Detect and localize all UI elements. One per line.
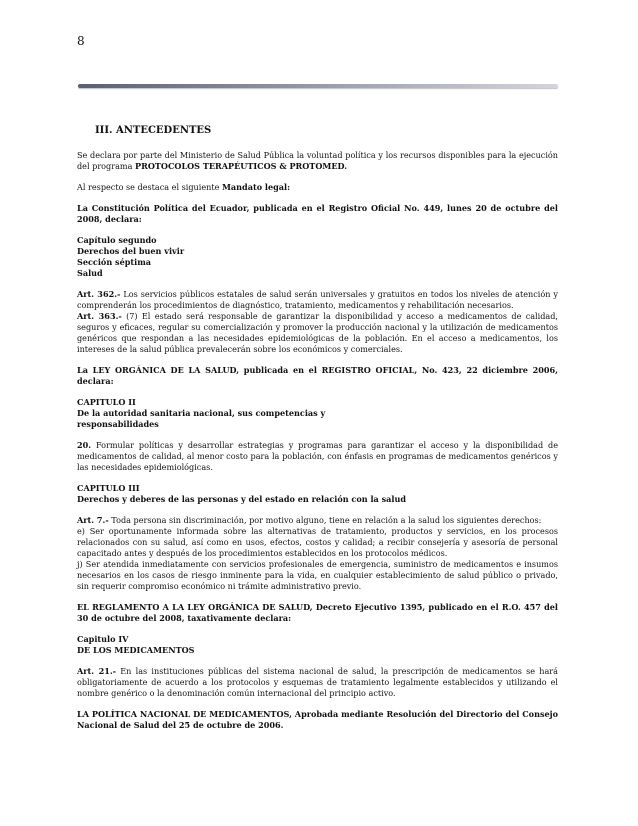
- politica-title: LA POLÍTICA NACIONAL DE MEDICAMENTOS: [77, 709, 290, 719]
- section-heading: III. ANTECEDENTES: [95, 125, 212, 136]
- chapter-3-block: [77, 483, 558, 505]
- item-label: 20.: [77, 440, 92, 450]
- article-362: [77, 289, 558, 311]
- chapter-line: responsabilidades: [77, 419, 159, 429]
- program-name: PROTOCOLOS TERAPÉUTICOS & PROTOMED.: [135, 161, 348, 171]
- article-7-j: j) Ser atendida inmediatamente con servicios profesionales de emergencia, suministro de medicamentos e insumos necesarios en los casos de riesgo inminente para la vida, en cualquier establecimiento de salud público o privado, sin requerir compromiso económico ni trámite administrativo previo.: [77, 559, 558, 591]
- chapter-line: Derechos y deberes de las personas y del estado en relación con la salud: [77, 494, 407, 504]
- chapter-line: Capitulo IV: [77, 634, 129, 644]
- article-text: Toda persona sin discriminación, por motivo alguno, tiene en relación a la salud los siguientes derechos:: [108, 515, 542, 525]
- chapter-line: Salud: [77, 268, 103, 278]
- item-text: Formular políticas y desarrollar estrategias y programas para garantizar el acceso y la disponibilidad de medicamentos de calidad, al menor costo para la población, con énfasis en programas de medicamentos genéricos y las necesidades epidemiológicas.: [77, 440, 558, 472]
- chapter-line: Sección séptima: [77, 257, 152, 267]
- article-text: En las instituciones públicas del sistema nacional de salud, la prescripción de medicamentos se hará obligatoriamente de acuerdo a los protocolos y esquemas de tratamiento legalmente establecidos y utilizando el nombre genérico o la denominación común internacional del principio activo.: [77, 666, 559, 698]
- article-7: [77, 515, 558, 526]
- intro-paragraph: [77, 150, 558, 172]
- chapter-block: [77, 235, 558, 279]
- politica-paragraph: [77, 709, 558, 731]
- mandate-label: Mandato legal:: [221, 182, 291, 192]
- article-363: [77, 311, 558, 355]
- politica-text: , Aprobada mediante Resolución del Directorio del Consejo Nacional de Salud del 25 de octubre de 2006.: [77, 709, 558, 730]
- constitution-title: La Constitución Política del Ecuador, publicada en el Registro Oficial No. 449, lunes 20 de octubre del 2008, declara:: [77, 203, 558, 224]
- document-body: [77, 125, 558, 731]
- article-label: Art. 7.-: [77, 515, 109, 525]
- chapter-line: Derechos del buen vivir: [77, 246, 185, 256]
- article-21: [77, 666, 558, 699]
- article-label: Art. 362.-: [77, 289, 121, 299]
- article-7-e: e) Ser oportunamente informada sobre las alternativas de tratamiento, productos y servicios, en los procesos relacionados con su salud, así como en usos, efectos, costos y calidad; a recibir consejería y asesoría de personal capacitado antes y después de los procedimientos establecidos en los protocolos médicos.: [77, 526, 558, 558]
- chapter-4-block: [77, 634, 558, 656]
- item-20: [77, 440, 558, 473]
- chapter-line: Capítulo segundo: [77, 235, 157, 245]
- mandate-paragraph: [77, 182, 558, 193]
- reglamento-title: EL REGLAMENTO A LA LEY ORGÁNICA DE SALUD, Decreto Ejecutivo 1395, publicado en el R.O. 457 del 30 de octubre del 2008, taxativamente declara:: [77, 602, 558, 623]
- chapter-line: DE LOS MEDICAMENTOS: [77, 645, 195, 655]
- header-rule: [78, 84, 558, 88]
- ley-title: La LEY ORGÁNICA DE LA SALUD, publicada en el REGISTRO OFICIAL, No. 423, 22 diciembre 2006, declara:: [77, 365, 558, 386]
- mandate-text: Al respecto se destaca el siguiente: [77, 182, 222, 192]
- page-number: 8: [77, 34, 85, 48]
- article-label: Art. 21.-: [77, 666, 117, 676]
- chapter-line: De la autoridad sanitaria nacional, sus competencias y: [77, 408, 326, 418]
- chapter-line: CAPITULO II: [77, 397, 136, 407]
- intro-text: Se declara por parte del Ministerio de Salud Pública la voluntad política y los recursos disponibles para la ejecución del programa: [77, 150, 558, 171]
- chapter-line: CAPITULO III: [77, 483, 140, 493]
- article-label: Art. 363.-: [77, 311, 122, 321]
- chapter-2-block: [77, 397, 558, 430]
- article-text: Los servicios públicos estatales de salud serán universales y gratuitos en todos los niveles de atención y comprenderán los procedimientos de diagnóstico, tratamiento, medicamentos y rehabilitación necesarios.: [77, 289, 558, 310]
- article-text: (7) El estado será responsable de garantizar la disponibilidad y acceso a medicamentos de calidad, seguros y eficaces, regular su comercialización y promover la producción nacional y la utilización de medicamentos genéricos que respondan a las necesidades epidemiológicas de la población. En el acceso a medicamentos, los intereses de la salud pública prevalecerán sobre los económicos y comerciales.: [77, 311, 558, 354]
